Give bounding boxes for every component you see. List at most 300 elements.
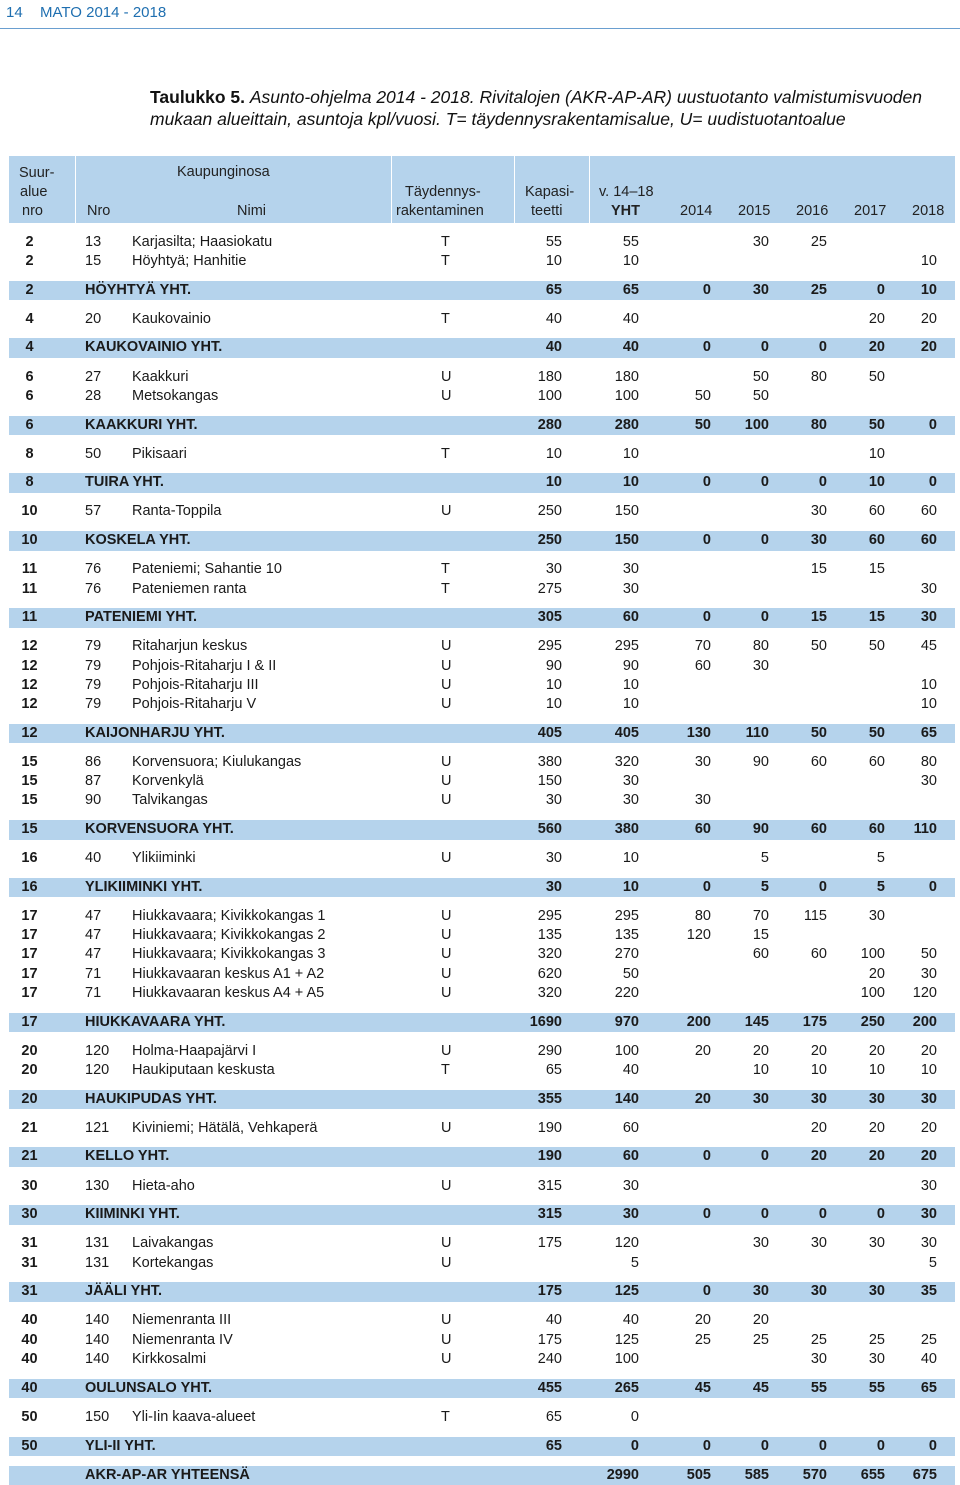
table-row (9, 1177, 955, 1196)
subtotal-name: KORVENSUORA YHT. (85, 821, 234, 837)
year-value: 50 (694, 387, 711, 404)
col-year-2015: 2015 (738, 203, 771, 219)
subtotal-row (9, 1090, 955, 1110)
district-number: 13 (85, 233, 102, 250)
area-number: 2 (25, 281, 34, 298)
table-row (9, 1234, 955, 1253)
year-value: 50 (868, 724, 885, 741)
year-value: 60 (694, 657, 711, 674)
area-name: Ylikiiminki (132, 850, 196, 867)
grand-total-name: AKR-AP-AR YHTEENSÄ (85, 1466, 250, 1483)
capacity-value: 620 (537, 965, 562, 982)
year-value: 30 (920, 965, 937, 982)
area-name: Kaukovainio (132, 310, 211, 327)
total-value: 10 (622, 474, 639, 491)
year-value: 65 (920, 724, 937, 741)
year-value: 0 (928, 1437, 937, 1454)
year-value: 10 (868, 445, 885, 462)
area-number: 10 (21, 503, 38, 520)
area-number: 40 (21, 1312, 38, 1329)
district-number: 47 (85, 907, 102, 924)
year-value: 30 (920, 773, 937, 790)
col-suuralue-2: alue (20, 184, 48, 200)
area-name: Pohjois-Ritaharju V (132, 695, 257, 712)
district-number: 131 (85, 1235, 110, 1252)
caption-label: Taulukko 5. (150, 87, 245, 107)
area-name: Korvenkylä (132, 773, 204, 790)
area-type: U (441, 1350, 452, 1367)
year-value: 60 (868, 532, 885, 549)
capacity-value: 190 (537, 1148, 562, 1165)
year-value: 5 (760, 878, 769, 895)
subtotal-row (9, 1282, 955, 1302)
table-row (9, 1061, 955, 1080)
table-row (9, 907, 955, 926)
year-value: 30 (694, 753, 711, 770)
col-nro: Nro (87, 203, 111, 219)
area-name: Pikisaari (132, 445, 187, 462)
year-value: 20 (752, 1312, 769, 1329)
table-header (9, 156, 955, 223)
year-value: 30 (920, 609, 937, 626)
year-value: 80 (810, 368, 827, 385)
area-number: 40 (21, 1379, 38, 1396)
total-value: 30 (622, 580, 639, 597)
table-row (9, 252, 955, 271)
year-value: 175 (802, 1013, 827, 1030)
year-value: 35 (920, 1283, 937, 1300)
area-name: Korvensuora; Kiulukangas (132, 753, 302, 770)
capacity-value: 150 (537, 773, 562, 790)
area-number: 4 (25, 310, 34, 327)
table-row (9, 1408, 955, 1427)
capacity-value: 40 (545, 339, 562, 356)
col-v-label: v. 14–18 (599, 184, 654, 200)
table-row (9, 1042, 955, 1061)
year-value: 30 (810, 1350, 827, 1367)
subtotal-name: KIIMINKI YHT. (85, 1206, 180, 1223)
table-row (9, 445, 955, 464)
capacity-value: 30 (545, 561, 562, 578)
total-value: 10 (622, 445, 639, 462)
year-value: 60 (810, 753, 827, 770)
year-value: 15 (810, 609, 827, 626)
area-name: Kortekangas (132, 1254, 214, 1271)
area-name: Hiukkavaara; Kivikkokangas 2 (132, 927, 326, 944)
subtotal-row (9, 1013, 955, 1033)
year-value: 30 (810, 1090, 827, 1107)
table-row (9, 560, 955, 579)
area-number: 30 (21, 1177, 38, 1194)
area-type: T (441, 1408, 450, 1425)
area-type: T (441, 310, 450, 327)
year-value: 50 (752, 387, 769, 404)
area-number: 8 (25, 474, 34, 491)
col-taydennys-1: Täydennys- (405, 184, 481, 200)
year-value: 200 (686, 1013, 711, 1030)
area-name: Laivakangas (132, 1235, 214, 1252)
section-title: MATO 2014 - 2018 (40, 4, 167, 21)
year-value: 10 (752, 1061, 769, 1078)
area-number: 10 (21, 532, 38, 549)
district-number: 28 (85, 387, 102, 404)
area-type: U (441, 1312, 452, 1329)
year-value: 0 (818, 339, 827, 356)
district-number: 120 (85, 1061, 110, 1078)
year-value: 30 (752, 1283, 769, 1300)
area-name: Ranta-Toppila (132, 503, 222, 520)
year-value: 10 (920, 252, 937, 269)
capacity-value: 275 (537, 580, 562, 597)
area-type: U (441, 503, 452, 520)
year-value: 25 (810, 1331, 827, 1348)
caption-text: Asunto-ohjelma 2014 - 2018. Rivitalojen (AKR-AP-AR) uustuotanto valmistumisvuoden mukaan alueittain, asuntoja kpl/vuosi. T= täydennysrakentamisalue, U= uudistuotantoalue (150, 87, 922, 129)
subtotal-name: KAAKKURI YHT. (85, 416, 198, 433)
area-type: U (441, 1177, 452, 1194)
year-value: 25 (920, 1331, 937, 1348)
year-value: 30 (920, 580, 937, 597)
area-type: T (441, 561, 450, 578)
capacity-value: 55 (545, 233, 562, 250)
total-value: 100 (614, 387, 639, 404)
area-type: T (441, 233, 450, 250)
total-value: 55 (622, 233, 639, 250)
area-number: 12 (21, 657, 38, 674)
year-value: 20 (868, 965, 885, 982)
total-value: 295 (614, 638, 639, 655)
capacity-value: 190 (537, 1119, 562, 1136)
subtotal-row (9, 416, 955, 436)
area-type: U (441, 927, 452, 944)
year-value: 655 (860, 1466, 885, 1483)
area-type: U (441, 1331, 452, 1348)
area-type: U (441, 907, 452, 924)
total-value: 380 (614, 821, 639, 837)
year-value: 120 (686, 927, 711, 944)
district-number: 90 (85, 792, 102, 809)
year-value: 30 (810, 1283, 827, 1300)
year-value: 20 (868, 1119, 885, 1136)
district-number: 76 (85, 561, 102, 578)
capacity-value: 135 (537, 927, 562, 944)
year-value: 0 (702, 1437, 711, 1454)
total-value: 50 (622, 965, 639, 982)
col-year-2017: 2017 (854, 203, 887, 219)
year-value: 20 (920, 339, 937, 356)
year-value: 20 (920, 1148, 937, 1165)
total-value: 140 (614, 1090, 639, 1107)
year-value: 45 (694, 1379, 711, 1396)
capacity-value: 65 (545, 1408, 562, 1425)
year-value: 0 (760, 532, 769, 549)
total-value: 40 (622, 339, 639, 356)
district-number: 15 (85, 252, 102, 269)
area-name: Hieta-aho (132, 1177, 195, 1194)
area-type: T (441, 445, 450, 462)
area-number: 20 (21, 1061, 38, 1078)
year-value: 0 (928, 416, 937, 433)
area-type: U (441, 1254, 452, 1271)
year-value: 60 (810, 946, 827, 963)
year-value: 120 (912, 984, 937, 1001)
year-value: 0 (760, 1437, 769, 1454)
page-number: 14 (6, 4, 23, 21)
year-value: 5 (760, 850, 769, 867)
area-type: T (441, 1061, 450, 1078)
district-number: 140 (85, 1350, 110, 1367)
year-value: 55 (868, 1379, 885, 1396)
capacity-value: 305 (537, 609, 562, 626)
year-value: 90 (752, 821, 769, 837)
district-number: 140 (85, 1331, 110, 1348)
year-value: 5 (928, 1254, 937, 1271)
capacity-value: 40 (545, 1312, 562, 1329)
total-value: 10 (622, 695, 639, 712)
district-number: 27 (85, 368, 102, 385)
year-value: 0 (928, 878, 937, 895)
area-name: Pohjois-Ritaharju I & II (132, 657, 277, 674)
year-value: 30 (752, 281, 769, 298)
year-value: 25 (810, 233, 827, 250)
area-type: U (441, 773, 452, 790)
year-value: 0 (702, 281, 711, 298)
subtotal-name: HAUKIPUDAS YHT. (85, 1090, 217, 1107)
year-value: 5 (876, 878, 885, 895)
area-name: Holma-Haapajärvi I (132, 1042, 257, 1059)
subtotal-row (9, 820, 955, 840)
col-nimi: Nimi (237, 203, 266, 219)
area-number: 31 (21, 1254, 38, 1271)
subtotal-name: HIUKKAVAARA YHT. (85, 1013, 226, 1030)
area-number: 21 (21, 1148, 38, 1165)
col-kapasiteetti-2: teetti (531, 203, 563, 219)
total-value: 405 (614, 724, 639, 741)
year-value: 45 (920, 638, 937, 655)
year-value: 30 (920, 1206, 937, 1223)
subtotal-row (9, 281, 955, 301)
year-value: 60 (920, 503, 937, 520)
year-value: 0 (702, 339, 711, 356)
area-type: U (441, 1119, 452, 1136)
total-value: 100 (614, 1350, 639, 1367)
area-number: 15 (21, 821, 38, 837)
area-type: U (441, 695, 452, 712)
year-value: 505 (686, 1466, 711, 1483)
district-number: 40 (85, 850, 102, 867)
area-number: 12 (21, 638, 38, 655)
table-row (9, 965, 955, 984)
district-number: 20 (85, 310, 102, 327)
capacity-value: 315 (537, 1206, 562, 1223)
capacity-value: 10 (545, 445, 562, 462)
year-value: 100 (860, 946, 885, 963)
capacity-value: 250 (537, 503, 562, 520)
area-type: T (441, 252, 450, 269)
district-number: 71 (85, 984, 102, 1001)
area-name: Hiukkavaaran keskus A4 + A5 (132, 984, 325, 1001)
area-number: 20 (21, 1090, 38, 1107)
year-value: 0 (702, 1148, 711, 1165)
year-value: 15 (868, 561, 885, 578)
subtotal-row (9, 1205, 955, 1225)
subtotal-name: TUIRA YHT. (85, 474, 164, 491)
year-value: 250 (860, 1013, 885, 1030)
year-value: 145 (744, 1013, 769, 1030)
year-value: 60 (694, 821, 711, 837)
year-value: 675 (912, 1466, 937, 1483)
area-type: U (441, 1235, 452, 1252)
area-number: 50 (21, 1408, 38, 1425)
year-value: 10 (868, 474, 885, 491)
year-value: 30 (868, 1350, 885, 1367)
year-value: 15 (752, 927, 769, 944)
capacity-value: 405 (537, 724, 562, 741)
year-value: 0 (876, 1206, 885, 1223)
year-value: 50 (868, 638, 885, 655)
area-name: Pohjois-Ritaharju III (132, 676, 259, 693)
year-value: 115 (803, 907, 827, 924)
capacity-value: 455 (537, 1379, 562, 1396)
area-number: 21 (21, 1119, 38, 1136)
area-number: 17 (21, 907, 38, 924)
year-value: 25 (810, 281, 827, 298)
total-value: 30 (622, 792, 639, 809)
year-value: 0 (760, 609, 769, 626)
year-value: 0 (928, 474, 937, 491)
district-number: 79 (85, 657, 102, 674)
subtotal-name: HÖYHTYÄ YHT. (85, 281, 192, 298)
year-value: 20 (752, 1042, 769, 1059)
year-value: 20 (868, 1148, 885, 1165)
year-value: 0 (702, 1283, 711, 1300)
area-number: 12 (21, 695, 38, 712)
capacity-value: 295 (537, 638, 562, 655)
year-value: 100 (744, 416, 769, 433)
col-yht: YHT (611, 203, 640, 219)
table-row (9, 502, 955, 521)
table-body (9, 223, 955, 1485)
subtotal-name: KAUKOVAINIO YHT. (85, 339, 223, 356)
grand-total-row (9, 1466, 955, 1485)
district-number: 57 (85, 503, 102, 520)
area-number: 16 (21, 878, 38, 895)
capacity-value: 65 (545, 1437, 562, 1454)
capacity-value: 355 (537, 1090, 562, 1107)
area-type: U (441, 657, 452, 674)
area-number: 17 (21, 1013, 38, 1030)
total-value: 320 (614, 753, 639, 770)
capacity-value: 180 (537, 368, 562, 385)
district-number: 76 (85, 580, 102, 597)
area-number: 8 (25, 445, 34, 462)
total-value: 10 (622, 878, 639, 895)
capacity-value: 100 (537, 387, 562, 404)
total-value: 295 (614, 907, 639, 924)
subtotal-name: OULUNSALO YHT. (85, 1379, 213, 1396)
year-value: 0 (702, 878, 711, 895)
page-header (0, 0, 960, 26)
capacity-value: 175 (537, 1235, 562, 1252)
total-value: 150 (614, 532, 639, 549)
area-number: 4 (25, 339, 34, 356)
subtotal-name: KELLO YHT. (85, 1148, 170, 1165)
total-value: 270 (614, 946, 639, 963)
year-value: 30 (752, 233, 769, 250)
year-value: 70 (752, 907, 769, 924)
year-value: 30 (868, 1283, 885, 1300)
area-number: 6 (25, 368, 34, 385)
total-value: 970 (614, 1013, 639, 1030)
total-value: 0 (630, 1437, 639, 1454)
year-value: 15 (868, 609, 885, 626)
capacity-value: 295 (537, 907, 562, 924)
year-value: 20 (694, 1042, 711, 1059)
subtotal-row (9, 1437, 955, 1457)
capacity-value: 30 (545, 878, 562, 895)
district-number: 150 (85, 1408, 110, 1425)
year-value: 10 (920, 1061, 937, 1078)
district-number: 79 (85, 676, 102, 693)
year-value: 110 (745, 724, 769, 741)
area-name: Niemenranta IV (132, 1331, 233, 1348)
year-value: 130 (686, 724, 711, 741)
year-value: 90 (752, 753, 769, 770)
area-name: Pateniemi; Sahantie 10 (132, 561, 282, 578)
housing-table (9, 156, 955, 1485)
table-row (9, 1331, 955, 1350)
table-row (9, 772, 955, 791)
area-name: Niemenranta III (132, 1312, 232, 1329)
year-value: 20 (694, 1090, 711, 1107)
table-row (9, 676, 955, 695)
year-value: 20 (810, 1042, 827, 1059)
year-value: 80 (694, 907, 711, 924)
area-name: Karjasilta; Haasiokatu (132, 233, 273, 250)
area-name: Talvikangas (132, 792, 208, 809)
capacity-value: 240 (537, 1350, 562, 1367)
total-value: 220 (614, 984, 639, 1001)
total-value: 135 (614, 927, 639, 944)
year-value: 30 (810, 532, 827, 549)
subtotal-name: YLI-II YHT. (85, 1437, 156, 1454)
total-value: 265 (614, 1379, 639, 1396)
area-number: 11 (21, 609, 38, 626)
year-value: 80 (752, 638, 769, 655)
total-value: 120 (614, 1235, 639, 1252)
district-number: 131 (85, 1254, 110, 1271)
total-value: 280 (614, 416, 639, 433)
area-name: Höyhtyä; Hanhitie (132, 252, 247, 269)
area-type: U (441, 850, 452, 867)
capacity-value: 250 (537, 532, 562, 549)
capacity-value: 380 (537, 753, 562, 770)
subtotal-row (9, 473, 955, 493)
year-value: 65 (920, 1379, 937, 1396)
subtotal-row (9, 724, 955, 744)
year-value: 50 (868, 416, 885, 433)
area-name: Kiviniemi; Hätälä, Vehkaperä (132, 1119, 318, 1136)
total-value: 30 (622, 773, 639, 790)
year-value: 0 (876, 1437, 885, 1454)
total-value: 30 (622, 1177, 639, 1194)
area-number: 15 (21, 753, 38, 770)
year-value: 40 (920, 1350, 937, 1367)
year-value: 25 (752, 1331, 769, 1348)
table-row (9, 1350, 955, 1369)
area-type: T (441, 580, 450, 597)
area-number: 30 (21, 1206, 38, 1223)
total-value: 2990 (606, 1466, 639, 1483)
